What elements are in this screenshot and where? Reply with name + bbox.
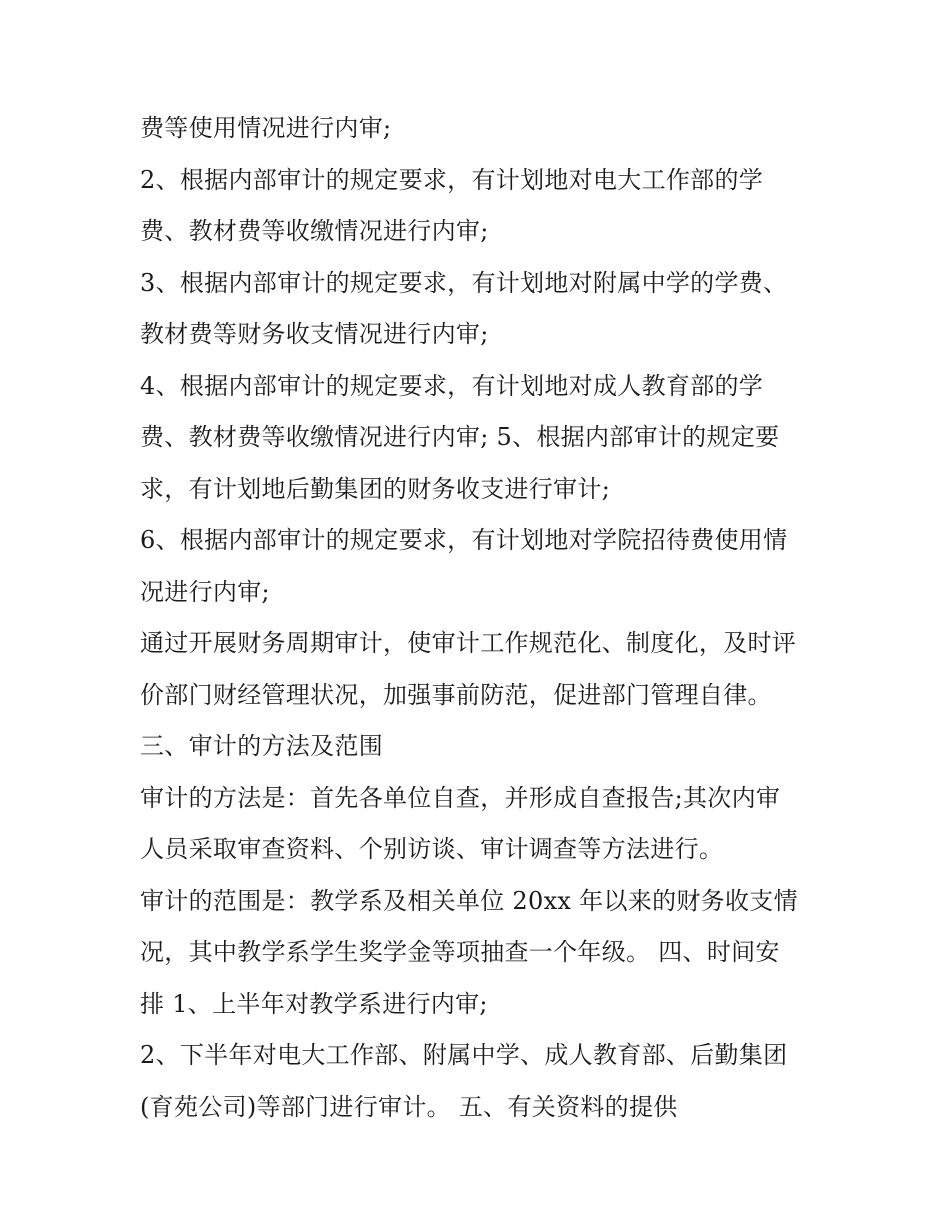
text-line: 2、下半年对电大工作部、附属中学、成人教育部、后勤集团 <box>140 1041 788 1069</box>
text-line: 2、根据内部审计的规定要求，有计划地对电大工作部的学 <box>140 165 764 194</box>
text-line: 人员采取审查资料、个别访谈、审计调查等方法进行。 <box>140 835 724 863</box>
document-body <box>140 103 820 1133</box>
text-line: 价部门财经管理状况，加强事前防范，促进部门管理自律。 <box>140 680 772 709</box>
text-line: 审计的方法是：首先各单位自查，并形成自查报告;其次内审 <box>140 783 781 812</box>
text-line: 求，有计划地后勤集团的财务收支进行审计; <box>140 474 611 503</box>
text-line: (育苑公司)等部门进行审计。 五、有关资料的提供 <box>140 1092 678 1121</box>
text-line: 排 1、上半年对教学系进行内审; <box>140 989 488 1018</box>
text-line: 况进行内审; <box>140 577 270 606</box>
text-line: 教材费等财务收支情况进行内审; <box>140 320 489 348</box>
text-line: 审计的范围是：教学系及相关单位 20xx 年以来的财务收支情 <box>140 886 798 915</box>
text-line: 费等使用情况进行内审; <box>140 114 392 142</box>
text-line: 6、根据内部审计的规定要求，有计划地对学院招待费使用情 <box>140 526 788 554</box>
text-line: 费、教材费等收缴情况进行内审; 5、根据内部审计的规定要 <box>140 423 780 451</box>
text-line: 费、教材费等收缴情况进行内审; <box>140 217 489 245</box>
text-line: 况，其中教学系学生奖学金等项抽查一个年级。 四、时间安 <box>140 938 780 966</box>
text-line: 通过开展财务周期审计，使审计工作规范化、制度化，及时评 <box>140 629 797 657</box>
section-heading: 三、审计的方法及范围 <box>140 732 383 760</box>
text-line: 4、根据内部审计的规定要求，有计划地对成人教育部的学 <box>140 371 764 400</box>
text-line: 3、根据内部审计的规定要求，有计划地对附属中学的学费、 <box>140 268 788 297</box>
